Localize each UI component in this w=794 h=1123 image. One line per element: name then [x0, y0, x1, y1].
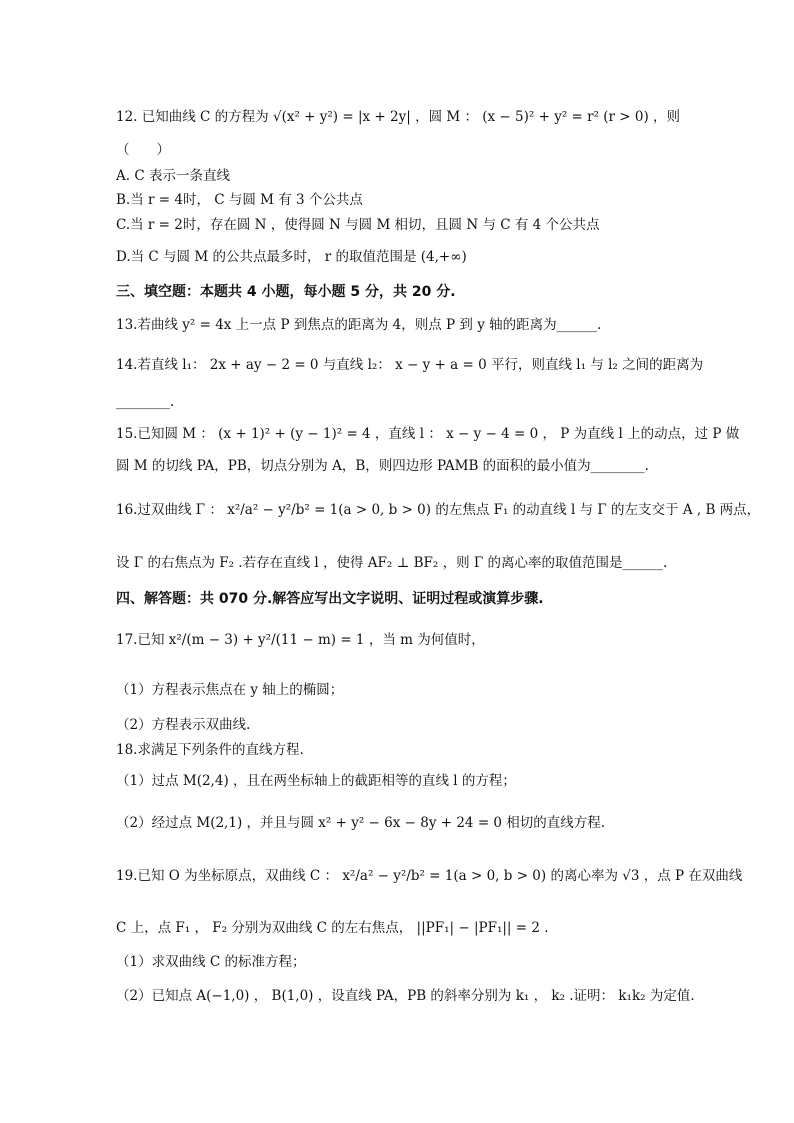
q19-line1: 19.已知 O 为坐标原点，双曲线 C ： x²/a² − y²/b² = 1(a > 0, b > 0) 的离心率为 √3 ，点 P 在双曲线: [116, 868, 743, 884]
q16-line1: 16.过双曲线 Γ ： x²/a² − y²/b² = 1(a > 0, b > 0) 的左焦点 F₁ 的动直线 l 与 Γ 的左支交于 A , B 两点，: [116, 502, 761, 518]
q12-option-d: D.当 C 与圆 M 的公共点最多时， r 的取值范围是 (4,+∞): [116, 249, 467, 265]
q18-sub1: （1）过点 M(2,4) ，且在两坐标轴上的截距相等的直线 l 的方程；: [116, 773, 516, 789]
q14-line1: 14.若直线 l₁： 2x + ay − 2 = 0 与直线 l₂： x − y + a = 0 平行，则直线 l₁ 与 l₂ 之间的距离为: [116, 357, 704, 373]
section3-heading: 三、填空题：本题共 4 小题，每小题 5 分，共 20 分.: [116, 284, 456, 300]
q19-line2: C 上，点 F₁ ， F₂ 分别为双曲线 C 的左右焦点， ||PF₁| − |PF₁|| = 2 .: [116, 920, 549, 936]
q18-sub2: （2）经过点 M(2,1) ，并且与圆 x² + y² − 6x − 8y + 24 = 0 相切的直线方程.: [116, 815, 606, 831]
q15-line1: 15.已知圆 M ： (x + 1)² + (y − 1)² = 4 ，直线 l ： x − y − 4 = 0 ， P 为直线 l 上的动点，过 P 做: [116, 426, 740, 442]
q17-line1: 17.已知 x²/(m − 3) + y²/(11 − m) = 1 ，当 m 为何值时，: [116, 632, 485, 648]
section4-heading: 四、解答题：共 070 分.解答应写出文字说明、证明过程或演算步骤.: [116, 591, 544, 607]
q17-sub1: （1）方程表示焦点在 y 轴上的椭圆；: [116, 682, 344, 698]
q15-line2: 圆 M 的切线 PA，PB，切点分别为 A，B，则四边形 PAMB 的面积的最小值为________.: [116, 458, 649, 474]
q12-paren: （ ）: [116, 142, 170, 158]
q16-line2: 设 Γ 的右焦点为 F₂ .若存在直线 l ，使得 AF₂ ⊥ BF₂ ，则 Γ 的离心率的取值范围是______.: [116, 555, 668, 571]
q19-sub2: （2）已知点 A(−1,0) ， B(1,0) ，设直线 PA，PB 的斜率分别为 k₁ ， k₂ .证明： k₁k₂ 为定值.: [116, 988, 695, 1004]
q14-line2: ________.: [116, 394, 175, 410]
q12-option-c: C.当 r = 2时，存在圆 N ，使得圆 N 与圆 M 相切，且圆 N 与 C 有 4 个公共点: [116, 217, 600, 233]
q18-line1: 18.求满足下列条件的直线方程.: [116, 742, 304, 758]
q12-line1: 12. 已知曲线 C 的方程为 √(x² + y²) = |x + 2y| ，圆 M ： (x − 5)² + y² = r² (r > 0) ，则: [116, 109, 681, 125]
q12-option-b: B.当 r = 4时， C 与圆 M 有 3 个公共点: [116, 192, 363, 208]
q12-option-a: A. C 表示一条直线: [116, 168, 230, 184]
q17-sub2: （2）方程表示双曲线.: [116, 717, 251, 733]
q13: 13.若曲线 y² = 4x 上一点 P 到焦点的距离为 4，则点 P 到 y 轴的距离为______.: [116, 317, 602, 333]
q19-sub1: （1）求双曲线 C 的标准方程；: [116, 954, 306, 970]
